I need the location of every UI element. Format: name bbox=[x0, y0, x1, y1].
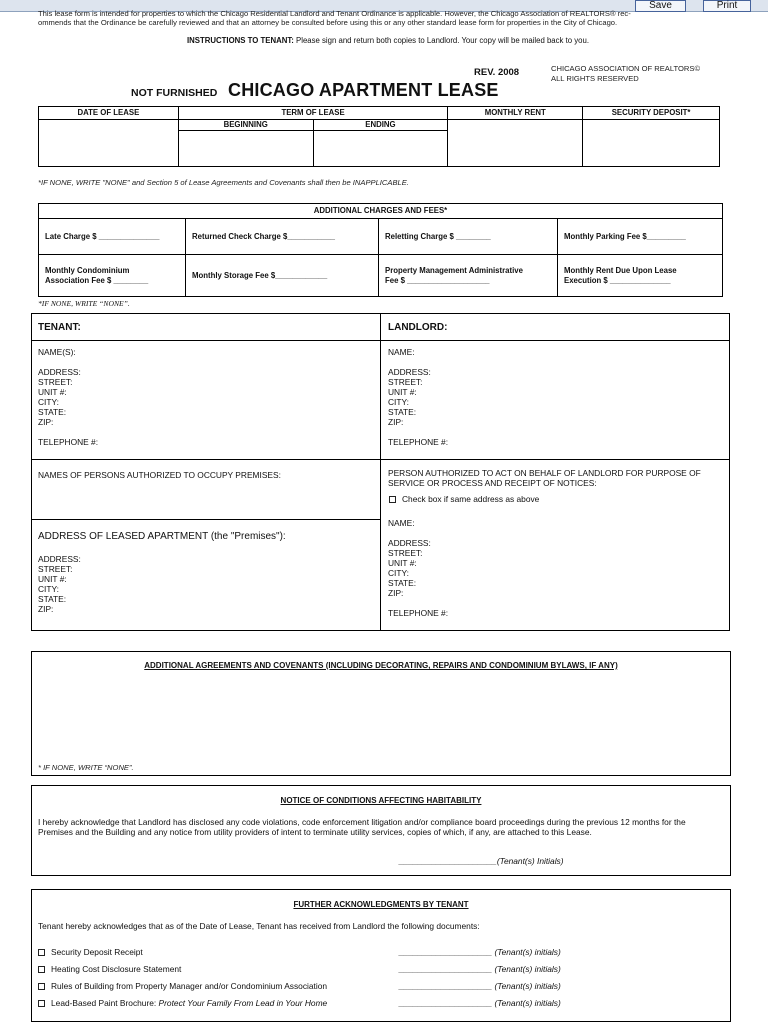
rent-due-line-2: Execution $ ______________ bbox=[564, 275, 671, 285]
landlord-address-label[interactable]: ADDRESS: bbox=[388, 367, 431, 377]
intro-line-2: ommends that the Ordinance be carefully reviewed and that an attorney be consulted before using this or any other standard lease form for properties in the City of Chicago. bbox=[38, 18, 618, 27]
instructions-label: INSTRUCTIONS TO TENANT: bbox=[186, 36, 294, 45]
habitability-text-line-1: I hereby acknowledge that Landlord has disclosed any code violations, code enforcement litigation and/or compliance board proceedings during the previous 12 months for the bbox=[38, 817, 686, 827]
storage-fee-field[interactable]: Monthly Storage Fee $____________ bbox=[186, 255, 379, 297]
tenant-address-label[interactable]: ADDRESS: bbox=[38, 367, 81, 377]
parking-fee-field[interactable]: Monthly Parking Fee $_________ bbox=[558, 219, 723, 255]
date-of-lease-header: DATE OF LEASE bbox=[39, 107, 179, 120]
agent-zip-label[interactable]: ZIP: bbox=[388, 588, 404, 598]
same-address-checkbox[interactable] bbox=[389, 496, 396, 503]
late-charge-field[interactable]: Late Charge $ ______________ bbox=[39, 219, 186, 255]
habitability-text-line-2: Premises and the Building and any notice from utility providers of intent to terminate utility services, copies of which, if any, are attached to this Lease. bbox=[38, 827, 592, 837]
agent-state-label[interactable]: STATE: bbox=[388, 578, 417, 588]
landlord-telephone-field[interactable]: TELEPHONE #: bbox=[388, 437, 449, 447]
ack-item-security-deposit[interactable] bbox=[38, 947, 143, 957]
agreements-title: ADDITIONAL AGREEMENTS AND COVENANTS (INCLUDING DECORATING, REPAIRS AND CONDOMINIUM BYLAWS, IF ANY) bbox=[144, 661, 618, 670]
intro-text bbox=[38, 9, 738, 28]
tenant-unit-label[interactable]: UNIT #: bbox=[38, 387, 67, 397]
copyright bbox=[551, 64, 700, 84]
premises-address-label[interactable]: ADDRESS: bbox=[38, 554, 81, 564]
ack-item-lead-paint[interactable] bbox=[38, 998, 327, 1008]
date-of-lease-field[interactable] bbox=[39, 120, 179, 167]
rent-due-line-1: Monthly Rent Due Upon Lease bbox=[564, 266, 677, 275]
parties-divider bbox=[380, 313, 381, 631]
agent-unit-label[interactable]: UNIT #: bbox=[388, 558, 417, 568]
copyright-line-2: ALL RIGHTS RESERVED bbox=[551, 73, 639, 83]
monthly-rent-header: MONTHLY RENT bbox=[448, 107, 583, 120]
landlord-city-label[interactable]: CITY: bbox=[388, 397, 409, 407]
landlord-zip-label[interactable]: ZIP: bbox=[388, 417, 404, 427]
tenant-names-field[interactable]: NAME(S): bbox=[38, 347, 76, 357]
same-address-checkbox-row[interactable] bbox=[389, 494, 539, 504]
instructions bbox=[38, 36, 738, 46]
save-button[interactable]: Save bbox=[635, 0, 686, 12]
ack-checkbox[interactable] bbox=[38, 949, 45, 956]
charges-title: ADDITIONAL CHARGES AND FEES* bbox=[39, 204, 723, 219]
agent-street-label[interactable]: STREET: bbox=[388, 548, 423, 558]
beginning-header: BEGINNING bbox=[178, 120, 313, 131]
premises-heading: ADDRESS OF LEASED APARTMENT (the "Premises"): bbox=[38, 531, 286, 542]
returned-check-field[interactable]: Returned Check Charge $___________ bbox=[186, 219, 379, 255]
habitability-text bbox=[38, 817, 728, 837]
landlord-street-label[interactable]: STREET: bbox=[388, 377, 423, 387]
premises-state-label[interactable]: STATE: bbox=[38, 594, 67, 604]
tenant-zip-label[interactable]: ZIP: bbox=[38, 417, 54, 427]
ack-initials-field[interactable]: ____________________ (Tenant(s) initials) bbox=[399, 964, 561, 974]
ack-item-label: Heating Cost Disclosure Statement bbox=[51, 964, 182, 974]
same-address-label: Check box if same address as above bbox=[402, 494, 540, 504]
landlord-unit-label[interactable]: UNIT #: bbox=[388, 387, 417, 397]
term-of-lease-header: TERM OF LEASE bbox=[178, 107, 448, 120]
charges-footnote: *IF NONE, WRITE “NONE”. bbox=[38, 299, 130, 308]
condo-fee-line-1: Monthly Condominium bbox=[45, 266, 130, 275]
tenant-state-label[interactable]: STATE: bbox=[38, 407, 67, 417]
premises-unit-label[interactable]: UNIT #: bbox=[38, 574, 67, 584]
tenant-city-label[interactable]: CITY: bbox=[38, 397, 59, 407]
ack-item-label-italic: Protect Your Family From Lead in Your Home bbox=[158, 998, 328, 1008]
beginning-date-field[interactable] bbox=[178, 131, 313, 167]
acknowledgments-title: FURTHER ACKNOWLEDGMENTS BY TENANT bbox=[293, 900, 469, 909]
ack-item-label: Security Deposit Receipt bbox=[51, 947, 143, 957]
tenant-street-label[interactable]: STREET: bbox=[38, 377, 73, 387]
condo-fee-line-2: Association Fee $ ________ bbox=[45, 275, 149, 285]
landlord-name-field[interactable]: NAME: bbox=[388, 347, 415, 357]
landlord-state-label[interactable]: STATE: bbox=[388, 407, 417, 417]
pm-fee-line-2: Fee $ ___________________ bbox=[385, 275, 490, 285]
condo-fee-field[interactable] bbox=[39, 255, 186, 297]
premises-address-block bbox=[38, 554, 81, 614]
ending-header: ENDING bbox=[313, 120, 448, 131]
landlord-address-block bbox=[388, 367, 431, 427]
print-button[interactable]: Print bbox=[703, 0, 751, 12]
lease-terms-table bbox=[38, 106, 720, 167]
tenant-heading: TENANT: bbox=[38, 322, 81, 333]
copyright-line-1: CHICAGO ASSOCIATION OF REALTORS© bbox=[551, 64, 701, 73]
agent-heading bbox=[388, 468, 701, 488]
agent-heading-line-2: SERVICE OR PROCESS AND RECEIPT OF NOTICES: bbox=[388, 478, 597, 488]
occupants-rule bbox=[31, 519, 381, 520]
ack-item-label: Lead-Based Paint Brochure: bbox=[51, 998, 159, 1008]
agent-address-label[interactable]: ADDRESS: bbox=[388, 538, 431, 548]
agreements-footnote: * IF NONE, WRITE “NONE”. bbox=[38, 763, 134, 772]
agent-city-label[interactable]: CITY: bbox=[388, 568, 409, 578]
landlord-heading: LANDLORD: bbox=[388, 322, 448, 333]
premises-zip-label[interactable]: ZIP: bbox=[38, 604, 54, 614]
agent-heading-line-1: PERSON AUTHORIZED TO ACT ON BEHALF OF LANDLORD FOR PURPOSE OF bbox=[388, 468, 701, 478]
agent-telephone-field[interactable]: TELEPHONE #: bbox=[388, 608, 449, 618]
agent-name-field[interactable]: NAME: bbox=[388, 518, 415, 528]
tenant-telephone-field[interactable]: TELEPHONE #: bbox=[38, 437, 99, 447]
page-title: CHICAGO APARTMENT LEASE bbox=[228, 80, 499, 100]
premises-city-label[interactable]: CITY: bbox=[38, 584, 59, 594]
reletting-charge-field[interactable]: Reletting Charge $ ________ bbox=[379, 219, 558, 255]
ack-checkbox[interactable] bbox=[38, 966, 45, 973]
pm-fee-line-1: Property Management Administrative bbox=[385, 266, 523, 275]
lease-footnote: *IF NONE, WRITE "NONE" and Section 5 of Lease Agreements and Covenants shall then be INAPPLICABLE. bbox=[38, 178, 409, 187]
intro-line-1: This lease form is intended for properties to which the Chicago Residential Landlord and Tenant Ordinance is applicable. However, the Chicago Association of REALTORS® rec- bbox=[38, 9, 631, 18]
rent-due-field[interactable] bbox=[558, 255, 723, 297]
authorized-occupants-field[interactable]: NAMES OF PERSONS AUTHORIZED TO OCCUPY PREMISES: bbox=[38, 470, 281, 480]
acknowledgments-intro: Tenant hereby acknowledges that as of the Date of Lease, Tenant has received from Landlord the following documents: bbox=[38, 921, 480, 931]
revision-label: REV. 2008 bbox=[474, 67, 520, 78]
parties-header-rule bbox=[31, 340, 730, 341]
ack-item-building-rules[interactable] bbox=[38, 981, 327, 991]
ack-item-label: Rules of Building from Property Manager and/or Condominium Association bbox=[51, 981, 328, 991]
ack-checkbox[interactable] bbox=[38, 983, 45, 990]
ending-date-field[interactable] bbox=[313, 131, 448, 167]
pm-fee-field[interactable] bbox=[379, 255, 558, 297]
instructions-text: Please sign and return both copies to Landlord. Your copy will be mailed back to you. bbox=[296, 36, 590, 45]
ack-initials-field[interactable]: ____________________ (Tenant(s) initials) bbox=[399, 998, 561, 1008]
monthly-rent-field[interactable] bbox=[448, 120, 583, 167]
ack-initials-field[interactable]: ____________________ (Tenant(s) initials) bbox=[399, 981, 561, 991]
parties-mid-rule bbox=[31, 459, 730, 460]
ack-item-heating-cost[interactable] bbox=[38, 964, 181, 974]
ack-initials-field[interactable]: ____________________ (Tenant(s) initials) bbox=[399, 947, 561, 957]
agent-address-block bbox=[388, 538, 431, 598]
habitability-initials-field[interactable]: _____________________(Tenant(s) Initials) bbox=[399, 856, 564, 866]
security-deposit-header: SECURITY DEPOSIT* bbox=[583, 107, 720, 120]
not-furnished-label: NOT FURNISHED bbox=[131, 87, 218, 99]
premises-street-label[interactable]: STREET: bbox=[38, 564, 73, 574]
security-deposit-field[interactable] bbox=[583, 120, 720, 167]
habitability-title: NOTICE OF CONDITIONS AFFECTING HABITABILITY bbox=[280, 796, 482, 805]
charges-table bbox=[38, 203, 723, 297]
ack-checkbox[interactable] bbox=[38, 1000, 45, 1007]
tenant-address-block bbox=[38, 367, 81, 427]
